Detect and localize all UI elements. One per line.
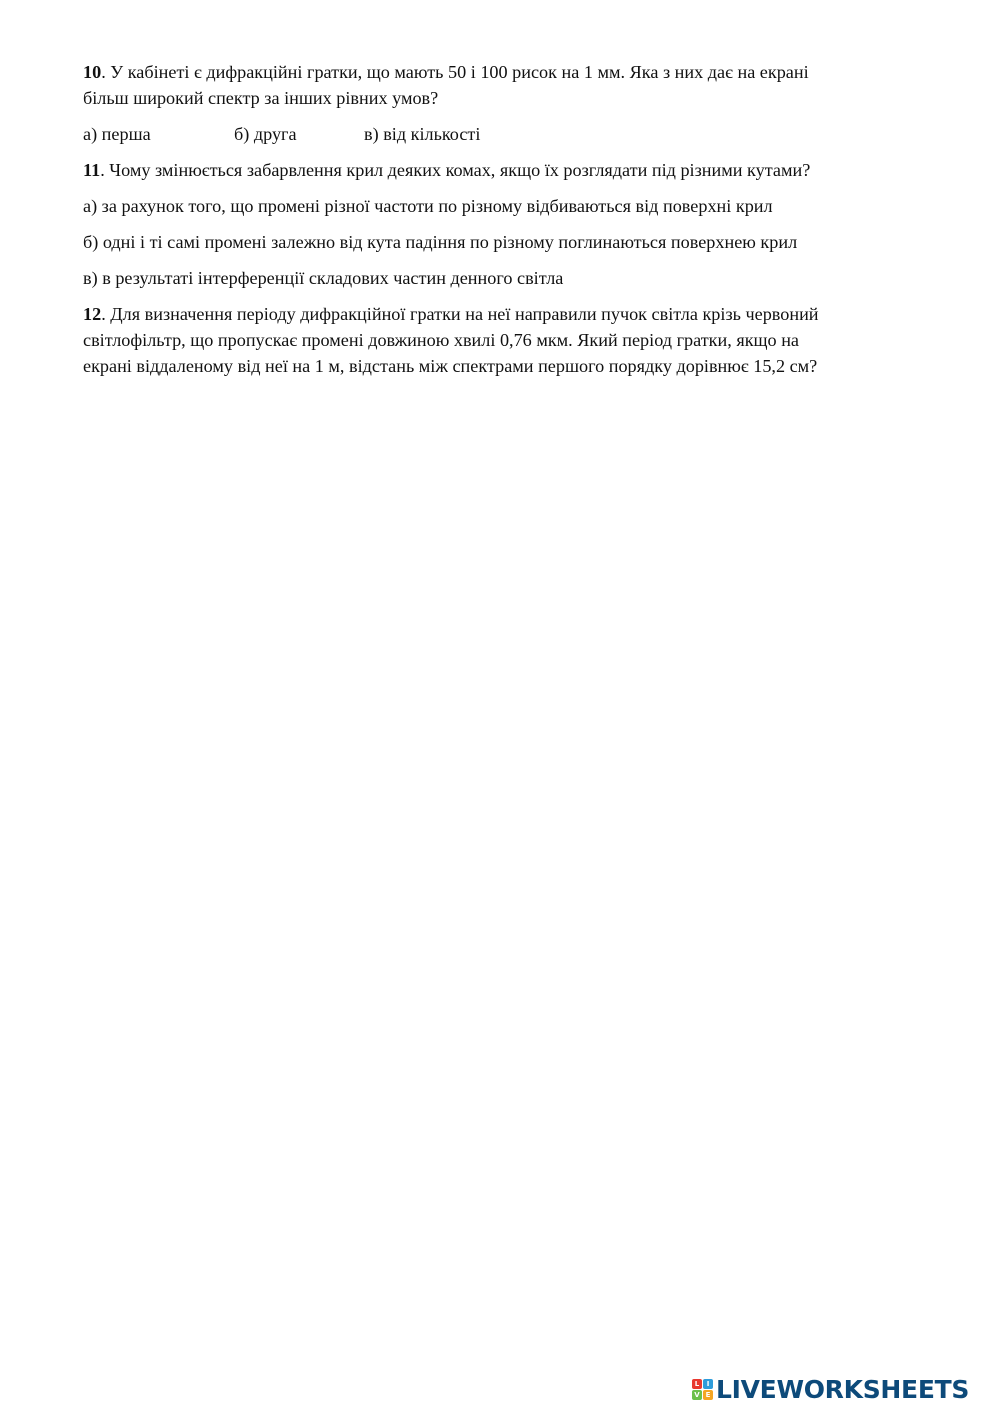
answer-option-a: а) за рахунок того, що промені різної частоти по різному відбиваються від поверхні крил — [83, 196, 773, 216]
logo-letter-e: E — [703, 1390, 713, 1400]
question-12 — [83, 301, 923, 379]
question-number: 10 — [83, 62, 102, 82]
question-text — [83, 59, 923, 111]
worksheet-content — [83, 59, 923, 389]
question-text — [83, 157, 923, 183]
question-text — [83, 301, 923, 379]
liveworksheets-logo — [692, 1374, 969, 1404]
logo-text: LIVEWORKSHEETS — [716, 1374, 970, 1404]
logo-letter-i: I — [703, 1379, 713, 1389]
question-10 — [83, 59, 923, 147]
question-number: 12 — [83, 304, 102, 324]
logo-icon — [692, 1379, 713, 1400]
question-line: екрані віддаленому від неї на 1 м, відстань між спектрами першого порядку дорівнює 15,2 см? — [83, 356, 818, 376]
answer-option-c: в) від кількості — [364, 124, 481, 144]
answer-option-a: а) перша — [83, 124, 151, 144]
answer-options — [83, 121, 923, 147]
logo-letter-l: L — [692, 1379, 702, 1389]
question-line: . Для визначення періоду дифракційної гратки на неї направили пучок світла крізь червоний — [101, 304, 819, 324]
question-line: . У кабінеті є дифракційні гратки, що мають 50 і 100 рисок на 1 мм. Яка з них дає на екрані — [101, 62, 809, 82]
question-line: більш широкий спектр за інших рівних умов? — [83, 88, 439, 108]
question-number: 11 — [83, 160, 101, 180]
question-line: світлофільтр, що пропускає промені довжиною хвилі 0,76 мкм. Який період гратки, якщо на — [83, 330, 799, 350]
logo-letter-v: V — [692, 1390, 702, 1400]
answer-option-c: в) в результаті інтерференції складових частин денного світла — [83, 268, 564, 288]
answer-option-b: б) друга — [234, 124, 297, 144]
question-line: . Чому змінюється забарвлення крил деяких комах, якщо їх розглядати під різними кутами? — [100, 160, 811, 180]
answer-option-b: б) одні і ті самі промені залежно від кута падіння по різному поглинаються поверхнею крил — [83, 232, 798, 252]
question-11 — [83, 157, 923, 291]
